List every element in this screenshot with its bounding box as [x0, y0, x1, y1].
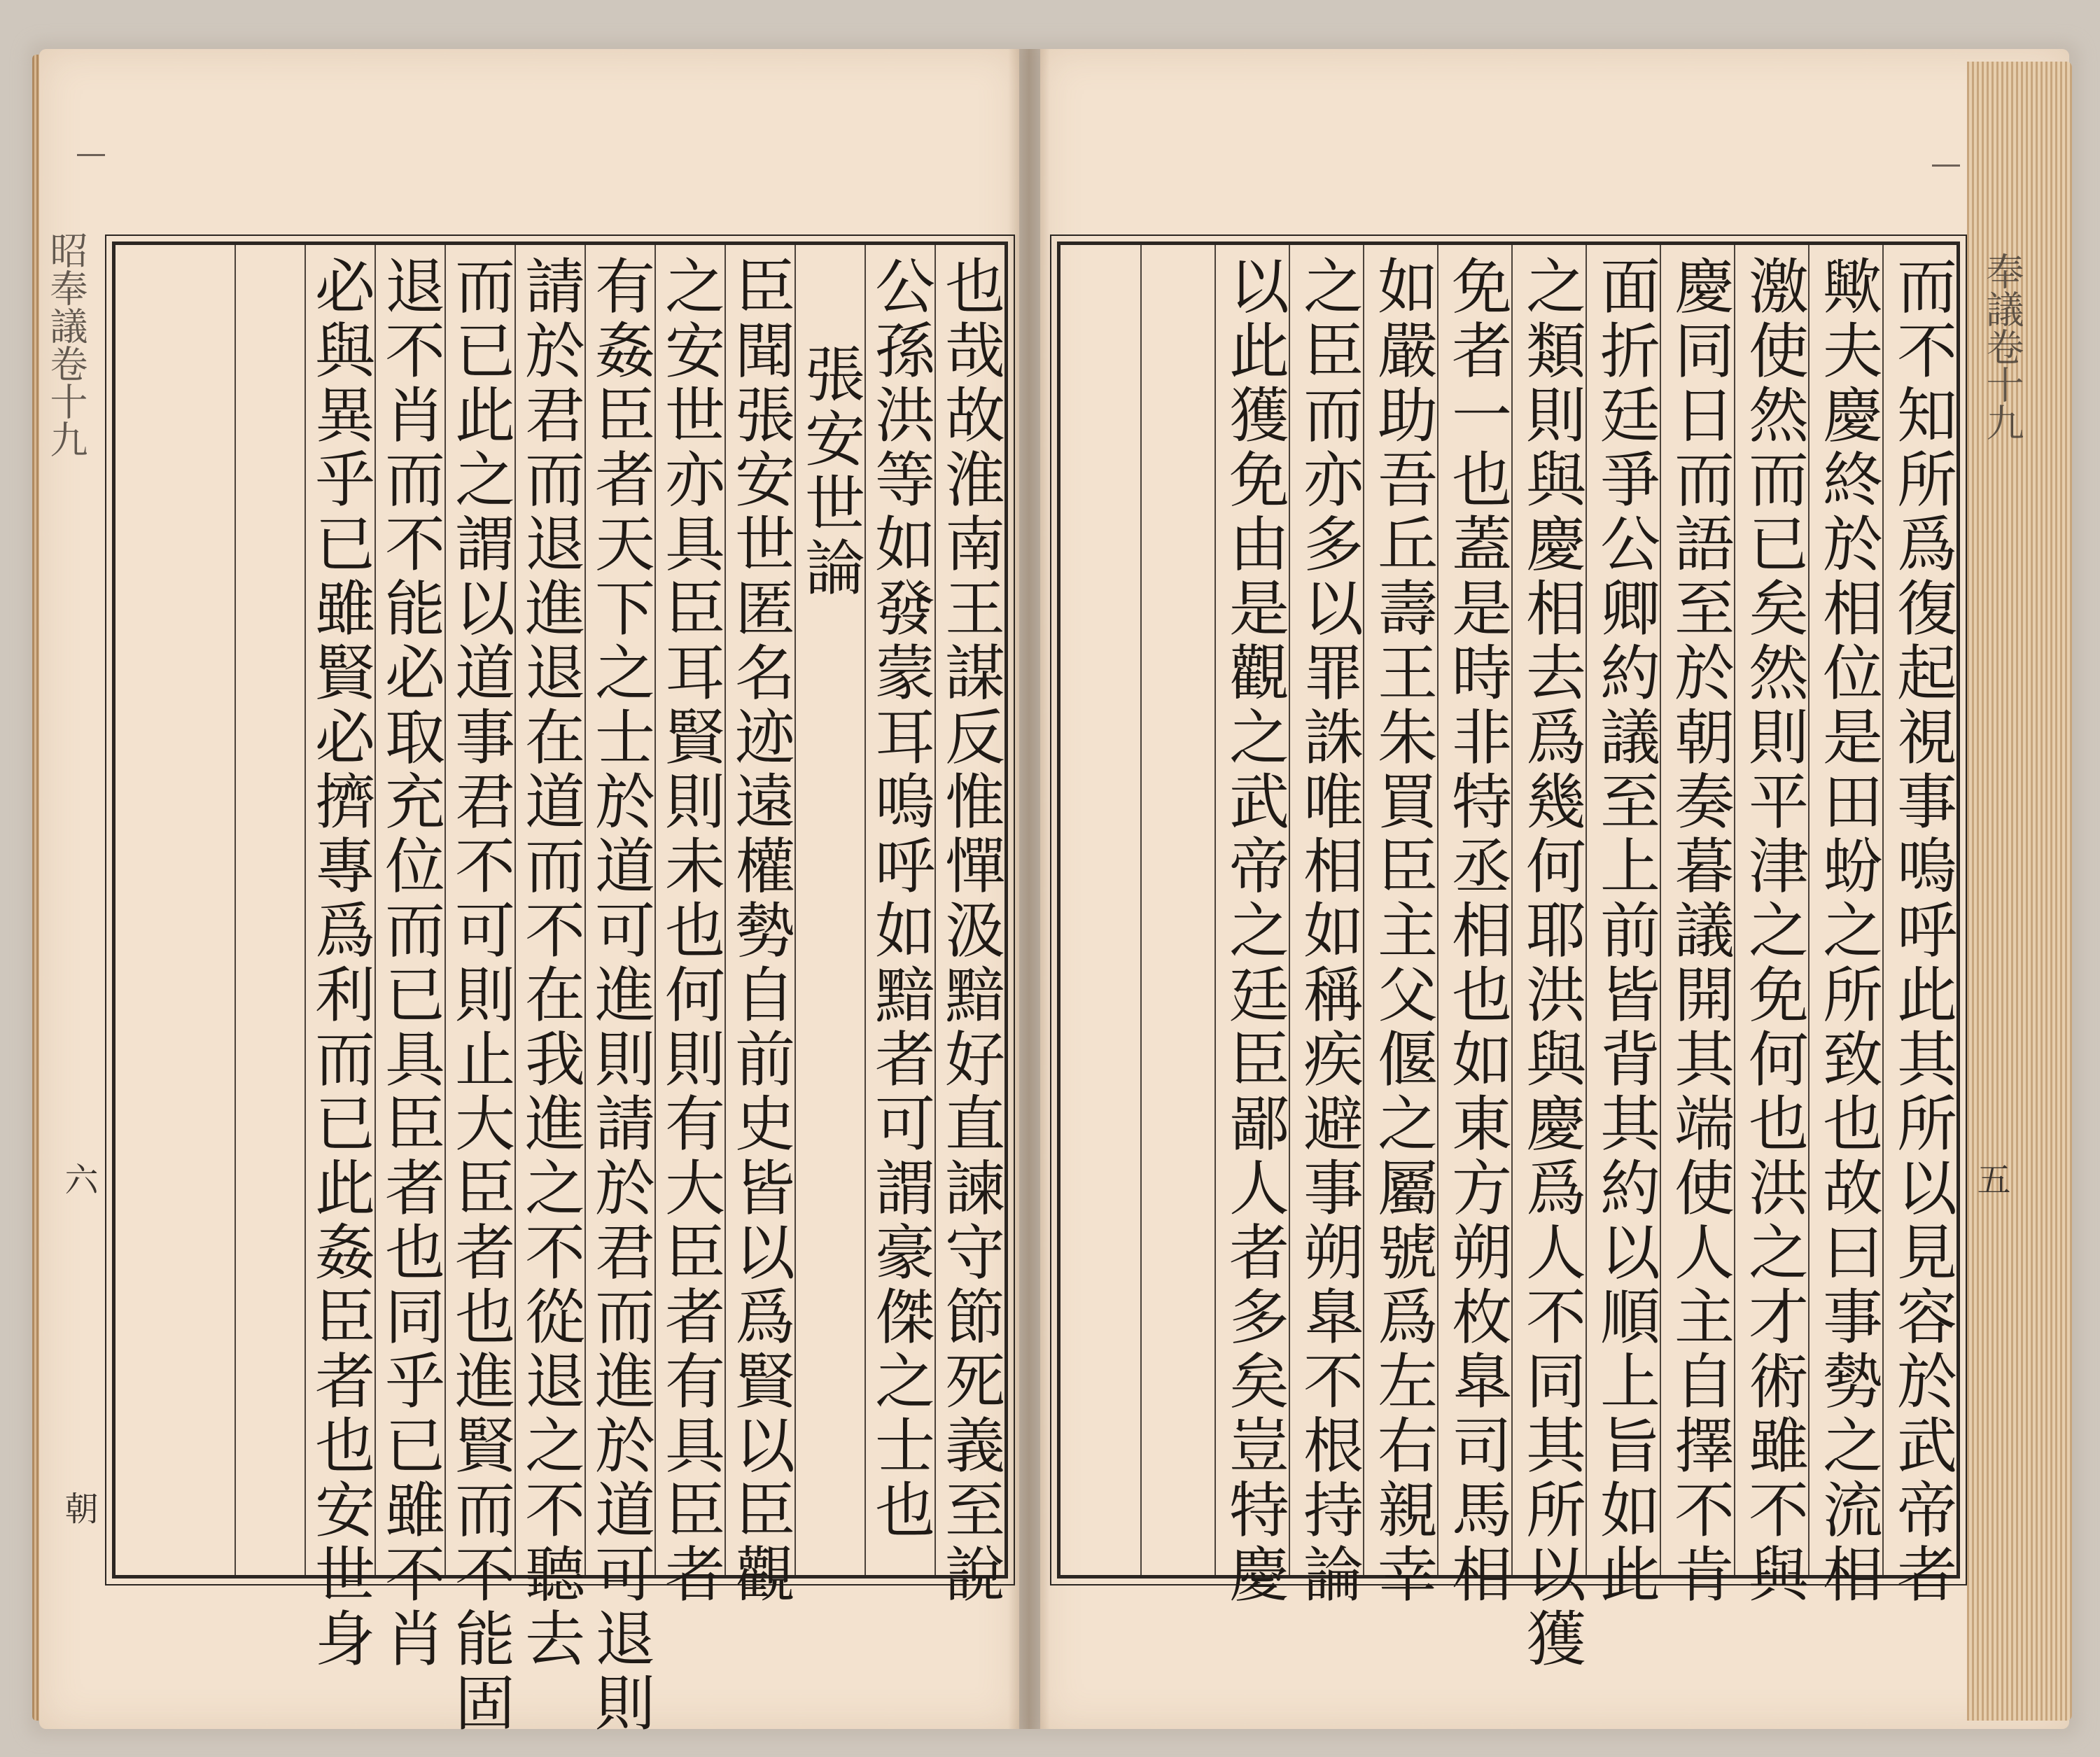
left-corner-tick	[77, 154, 105, 156]
right-column-spacer-2	[1066, 245, 1140, 1575]
left-text-frame	[112, 241, 1008, 1736]
right-column-7: 免者一也蓋是時非特丞相也如東方朔枚臯司馬相	[1437, 245, 1511, 1575]
left-column-1: 也哉故淮南王謀反惟憚汲黯好直諫守節死義至說	[934, 245, 1004, 1575]
right-column-5: 面折廷爭公卿約議至上前皆背其約以順上旨如此	[1586, 245, 1660, 1575]
right-column-1: 而不知所爲復起視事嗚呼此其所以見容於武帝者	[1882, 245, 1956, 1575]
left-margin-label: 昭奉議卷十九	[44, 231, 88, 458]
left-page-number: 六	[59, 1162, 98, 1196]
right-column-9: 之臣而亦多以罪誅唯相如稱疾避事朔臯不根持論	[1289, 245, 1363, 1575]
left-margin-bottom: 朝	[59, 1491, 98, 1525]
left-column-7: 請於君而退進退在道而不在我進之不從退之不聽去	[514, 245, 584, 1575]
right-column-spacer	[1140, 245, 1214, 1575]
left-column-2: 公孫洪等如發蒙耳嗚呼如黯者可謂豪傑之士也	[864, 245, 934, 1575]
left-column-9: 退不肖而不能必取充位而已具臣者也同乎已雖不肖	[374, 245, 444, 1575]
left-column-6: 有姦臣者天下之士於道可進則請於君而進於道可退則	[584, 245, 654, 1575]
right-page-number: 五	[1971, 1162, 2010, 1196]
right-text-frame	[1057, 241, 1960, 1672]
left-column-3: 張安世論	[794, 245, 864, 1575]
right-column-3: 激使然而已矣然則平津之免何也洪之才術雖不與	[1734, 245, 1808, 1575]
right-column-8: 如嚴助吾丘壽王朱買臣主父偃之屬號爲左右親幸	[1363, 245, 1437, 1575]
book-gutter	[1008, 49, 1050, 1729]
right-column-10: 以此獲免由是觀之武帝之廷臣鄙人者多矣豈特慶	[1214, 245, 1289, 1575]
left-column-8: 而已此之謂以道事君不可則止大臣者也進賢而不能固	[444, 245, 514, 1575]
left-column-spacer	[234, 245, 304, 1575]
right-column-4: 慶同日而語至於朝奏暮議開其端使人主自擇不肯	[1660, 245, 1734, 1575]
right-column-2: 歟夫慶終於相位是田蚡之所致也故曰事勢之流相	[1808, 245, 1882, 1575]
left-column-4: 臣聞張安世匿名迹遠權勢自前史皆以爲賢以臣觀	[724, 245, 794, 1575]
left-column-10: 必與異乎已雖賢必擠專爲利而已此姦臣者也安世身	[304, 245, 374, 1575]
right-margin-label: 奉議卷十九	[1980, 252, 2024, 441]
right-column-6: 之類則與慶相去爲幾何耶洪與慶爲人不同其所以獲	[1511, 245, 1586, 1575]
left-column-spacer-2	[164, 245, 234, 1575]
right-corner-tick	[1932, 164, 1960, 167]
left-column-5: 之安世亦具臣耳賢則未也何則有大臣者有具臣者	[654, 245, 724, 1575]
